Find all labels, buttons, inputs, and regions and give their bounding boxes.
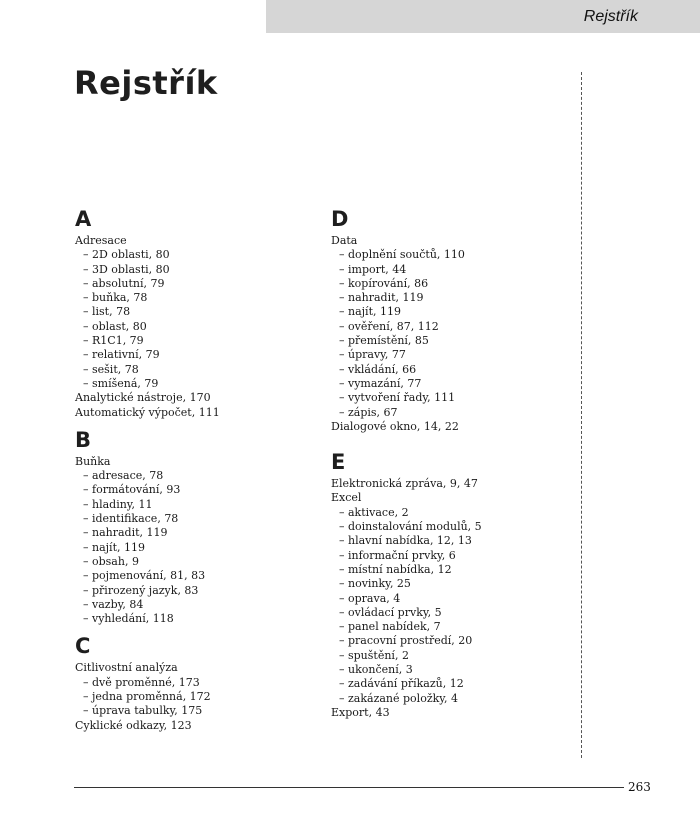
index-subentry: – zakázané položky, 4: [339, 691, 459, 705]
index-subentry: – kopírování, 86: [339, 276, 429, 290]
index-subentry: – zápis, 67: [339, 405, 398, 419]
index-subentry: – vytvoření řady, 111: [339, 391, 456, 405]
index-subentry: – identifikace, 78: [83, 512, 179, 526]
index-subentry: – 2D oblasti, 80: [83, 248, 170, 262]
section-letter: E: [331, 450, 346, 475]
index-subentry: – obsah, 9: [83, 554, 139, 568]
index-subentry: – nahradit, 119: [83, 526, 168, 540]
index-subentry: – vymazání, 77: [339, 376, 422, 390]
index-subentry: – spuštění, 2: [339, 648, 409, 662]
index-subentry: – buňka, 78: [83, 291, 148, 305]
index-column-right: [331, 207, 571, 720]
footer-rule: [74, 787, 624, 788]
index-subentry: – přirozený jazyk, 83: [83, 583, 199, 597]
index-subentry: – panel nabídek, 7: [339, 620, 441, 634]
index-subentry: – nahradit, 119: [339, 291, 424, 305]
index-section-e: [331, 450, 571, 720]
index-subentry: – novinky, 25: [339, 577, 411, 591]
index-subentry: – list, 78: [83, 305, 131, 319]
index-subentry: – úprava tabulky, 175: [83, 704, 203, 718]
index-subentry: – R1C1, 79: [83, 334, 144, 348]
index-section-b: [75, 428, 315, 627]
index-subentry: – úpravy, 77: [339, 348, 406, 362]
index-subentry: – vyhledání, 118: [83, 612, 174, 626]
page-number: 263: [628, 780, 651, 794]
index-subentry: – doplnění součtů, 110: [339, 248, 465, 262]
index-subentry: – ukončení, 3: [339, 663, 413, 677]
header-label: Rejstřík: [583, 8, 638, 25]
section-letter: C: [75, 634, 91, 659]
index-subentry: – doinstalování modulů, 5: [339, 520, 482, 534]
index-section-c: [75, 634, 315, 732]
index-entry: Cyklické odkazy, 123: [75, 718, 192, 732]
index-subentry: – vazby, 84: [83, 597, 144, 611]
index-section-a: [75, 207, 315, 420]
page-title: Rejstřík: [74, 64, 218, 102]
index-subentry: – vkládání, 66: [339, 362, 417, 376]
section-letter: B: [75, 427, 92, 452]
index-subentry: – oprava, 4: [339, 591, 401, 605]
index-entry: Buňka: [75, 454, 111, 468]
index-entry: Analytické nástroje, 170: [75, 391, 211, 405]
index-subentry: – hladiny, 11: [83, 497, 153, 511]
dashed-margin-line: [581, 72, 582, 758]
index-subentry: – ovládací prvky, 5: [339, 605, 442, 619]
index-subentry: – najít, 119: [83, 540, 145, 554]
index-subentry: – absolutní, 79: [83, 276, 165, 290]
index-entry: Excel: [331, 491, 362, 505]
index-subentry: – místní nabídka, 12: [339, 562, 452, 576]
index-subentry: – jedna proměnná, 172: [83, 690, 211, 704]
index-subentry: – přemístění, 85: [339, 334, 429, 348]
index-subentry: – ověření, 87, 112: [339, 319, 439, 333]
index-entry: Data: [331, 234, 358, 247]
index-subentry: – informační prvky, 6: [339, 548, 456, 562]
index-entry: Automatický výpočet, 111: [75, 405, 220, 419]
header-bar: [266, 0, 700, 33]
index-subentry: – aktivace, 2: [339, 505, 409, 519]
index-entry: Export, 43: [331, 705, 390, 719]
index-column-left: [75, 207, 315, 733]
index-entry: Adresace: [75, 234, 127, 247]
index-subentry: – zadávání příkazů, 12: [339, 677, 464, 691]
index-subentry: – 3D oblasti, 80: [83, 262, 170, 276]
index-subentry: – pojmenování, 81, 83: [83, 569, 206, 583]
index-subentry: – relativní, 79: [83, 348, 160, 362]
index-subentry: – dvě proměnné, 173: [83, 675, 200, 689]
index-subentry: – formátování, 93: [83, 483, 181, 497]
index-entry: Dialogové okno, 14, 22: [331, 419, 459, 433]
section-letter: D: [331, 207, 349, 231]
index-subentry: – hlavní nabídka, 12, 13: [339, 534, 472, 548]
index-subentry: – import, 44: [339, 262, 407, 276]
index-subentry: – pracovní prostředí, 20: [339, 634, 473, 648]
index-subentry: – adresace, 78: [83, 469, 164, 483]
index-subentry: – sešit, 78: [83, 362, 139, 376]
index-subentry: – najít, 119: [339, 305, 401, 319]
index-entry: Elektronická zpráva, 9, 47: [331, 477, 478, 491]
index-section-d: [331, 207, 571, 434]
section-letter: A: [75, 207, 92, 231]
index-subentry: – smíšená, 79: [83, 376, 159, 390]
index-entry: Citlivostní analýza: [75, 661, 178, 675]
index-subentry: – oblast, 80: [83, 319, 147, 333]
